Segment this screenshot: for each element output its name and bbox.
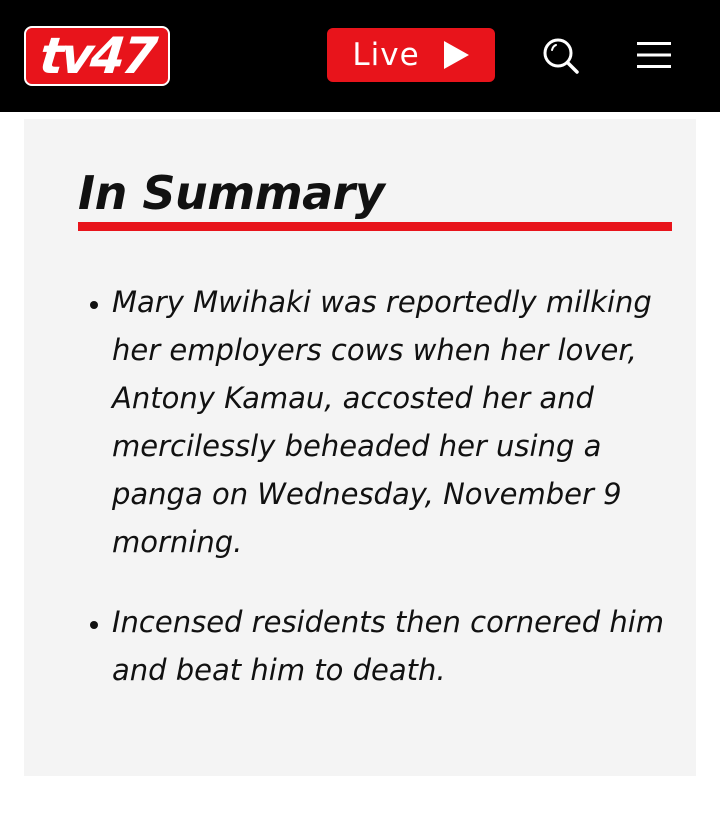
summary-title: In Summary: [78, 166, 385, 220]
summary-box: [24, 119, 696, 776]
top-navigation-bar: [0, 0, 720, 112]
summary-item: • Incensed residents then cornered him and beat him to death.: [112, 598, 678, 694]
live-button[interactable]: [327, 28, 495, 82]
play-icon: [442, 40, 470, 70]
tv47-logo[interactable]: [24, 26, 170, 86]
menu-icon[interactable]: [637, 40, 671, 70]
logo-text: tv47: [36, 27, 158, 85]
title-underline: [78, 222, 672, 231]
search-icon[interactable]: [542, 37, 580, 75]
summary-list: [78, 278, 678, 726]
live-label: Live: [352, 37, 420, 73]
summary-item: • Mary Mwihaki was reportedly milking her employers cows when her lover, Antony Kamau, accosted her and mercilessly beheaded her using a panga on Wednesday, November 9 morning.: [112, 278, 678, 566]
